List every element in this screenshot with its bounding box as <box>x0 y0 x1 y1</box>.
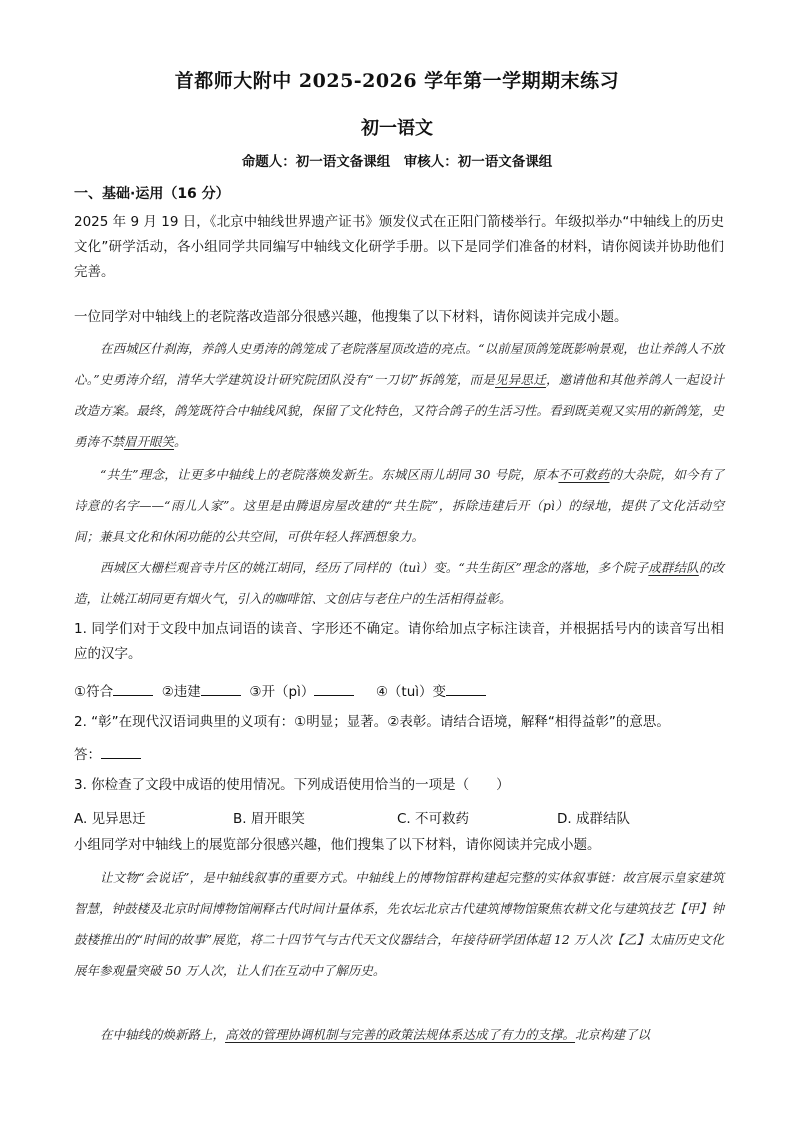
passage-text: “共生”理念，让更多中轴线上的老院落焕发新生。东城区雨儿胡同 30 号院，原本 <box>100 467 559 482</box>
passage-paragraph-2 <box>74 459 724 552</box>
answer-blank[interactable] <box>314 681 354 696</box>
passage-text: ，邀请他和其他养鸽人一起设计改造方案。最终，鸽笼既符合中轴线风貌，保留了文化特色，又符合鸽子的生活习性。看到既美观又实用的新鸽笼，史勇涛不禁 <box>74 372 725 449</box>
answer-blank[interactable] <box>113 681 153 696</box>
intro-paragraph: 2025 年 9 月 19 日，《北京中轴线世界遗产证书》颁发仪式在正阳门箭楼举行。年级拟举办“中轴线上的历史文化”研学活动，各小组同学共同编写中轴线文化研学手册。以下是同学们准备的材料，请你阅读并协助他们完善。 <box>74 214 724 280</box>
answer-blank[interactable] <box>201 681 241 696</box>
idiom-underlined: 不可救药 <box>558 467 610 482</box>
option-a[interactable]: A. 见异思迁 <box>74 811 146 827</box>
answer-blank[interactable] <box>446 681 486 696</box>
idiom-underlined: 眉开眼笑 <box>124 434 175 449</box>
lead-paragraph-1: 一位同学对中轴线上的老院落改造部分很感兴趣，他搜集了以下材料，请你阅读并完成小题。 <box>74 309 628 325</box>
question-1-blanks <box>74 681 486 703</box>
option-d[interactable]: D. 成群结队 <box>557 811 630 827</box>
passage-text: 的大杂院，如今有了诗意的名字——“雨儿人家”。这里是由腾退房屋改建的“共生院”，拆除违建后开（pì）的绿地，提供了文化活动空间；兼具文化和休闲功能的公共空间，可供年轻人挥洒想象力。 <box>74 467 724 544</box>
passage-text: 。 <box>174 434 187 449</box>
idiom-underlined: 成群结队 <box>648 560 699 575</box>
authors-line: 命题人：初一语文备课组 审核人：初一语文备课组 <box>241 154 553 170</box>
passage-text: 西城区大栅栏观音寺片区的姚江胡同，经历了同样的（tuì）变。“共生街区”理念的落地，多个院子 <box>100 560 649 575</box>
passage-text: 在西城区什刹海，养鸽人史勇涛的鸽笼成了老院落屋顶改造的亮点。“以前屋顶鸽笼既影响景观，也让养鸽人不放心。”史勇涛介绍，清华大学建筑设计研究院团队没有“一刀切”拆鸽笼，而是 <box>74 341 724 387</box>
answer-label: 答： <box>74 747 101 763</box>
q1-item: ②违建 <box>161 684 201 700</box>
question-2-answer <box>74 744 141 766</box>
passage-paragraph-1 <box>74 333 724 457</box>
subject-title: 初一语文 <box>361 118 433 139</box>
option-c[interactable]: C. 不可救药 <box>397 811 470 827</box>
section-heading: 一、基础·运用（16 分） <box>74 186 230 202</box>
passage-text: 北京构建了以 <box>575 1027 651 1042</box>
question-3: 3. 你检查了文段中成语的使用情况。下列成语使用恰当的一项是（ ） <box>74 777 510 793</box>
q1-item: ①符合 <box>74 684 114 700</box>
passage-text: 的改造，让姚江胡同更有烟火气，引入的咖啡馆、文创店与老住户的生活相得益彰。 <box>74 560 724 606</box>
idiom-underlined: 见异思迁 <box>495 372 546 387</box>
answer-blank[interactable] <box>101 744 141 759</box>
q1-item: ④（tuì）变 <box>375 684 447 700</box>
page-title: 首都师大附中 2025-2026 学年第一学期期末练习 <box>174 70 620 92</box>
question-2: 2. “彰”在现代汉语词典里的义项有：①明显；显著。②表彰。请结合语境，解释“相得益彰”的意思。 <box>74 714 670 730</box>
passage-paragraph-5 <box>74 1019 724 1050</box>
passage-text: 在中轴线的焕新路上， <box>100 1027 226 1042</box>
passage-paragraph-3 <box>74 552 724 614</box>
q1-item: ③开（pì） <box>249 684 315 700</box>
lead-paragraph-2: 小组同学对中轴线上的展览部分很感兴趣，他们搜集了以下材料，请你阅读并完成小题。 <box>74 837 601 853</box>
sentence-underlined: 高效的管理协调机制与完善的政策法规体系达成了有力的支撑。 <box>225 1027 576 1042</box>
passage-paragraph-4: 让文物“会说话”，是中轴线叙事的重要方式。中轴线上的博物馆群构建起完整的实体叙事链：故宫展示皇家建筑智慧，钟鼓楼及北京时间博物馆阐释古代时间计量体系，先农坛北京古代建筑博物馆聚焦农耕文化与建筑技艺【甲】钟鼓楼推出的“时间的故事”展览，将二十四节气与古代天文仪器结合，年接待研学团体超 12 万人次【乙】太庙历史文化展年参观量突破 50 万人次，让人们在互动中了解历史。 <box>74 870 725 978</box>
question-1: 1. 同学们对于文段中加点词语的读音、字形还不确定。请你给加点字标注读音，并根据括号内的读音写出相应的汉字。 <box>74 621 724 662</box>
option-b[interactable]: B. 眉开眼笑 <box>233 811 305 827</box>
